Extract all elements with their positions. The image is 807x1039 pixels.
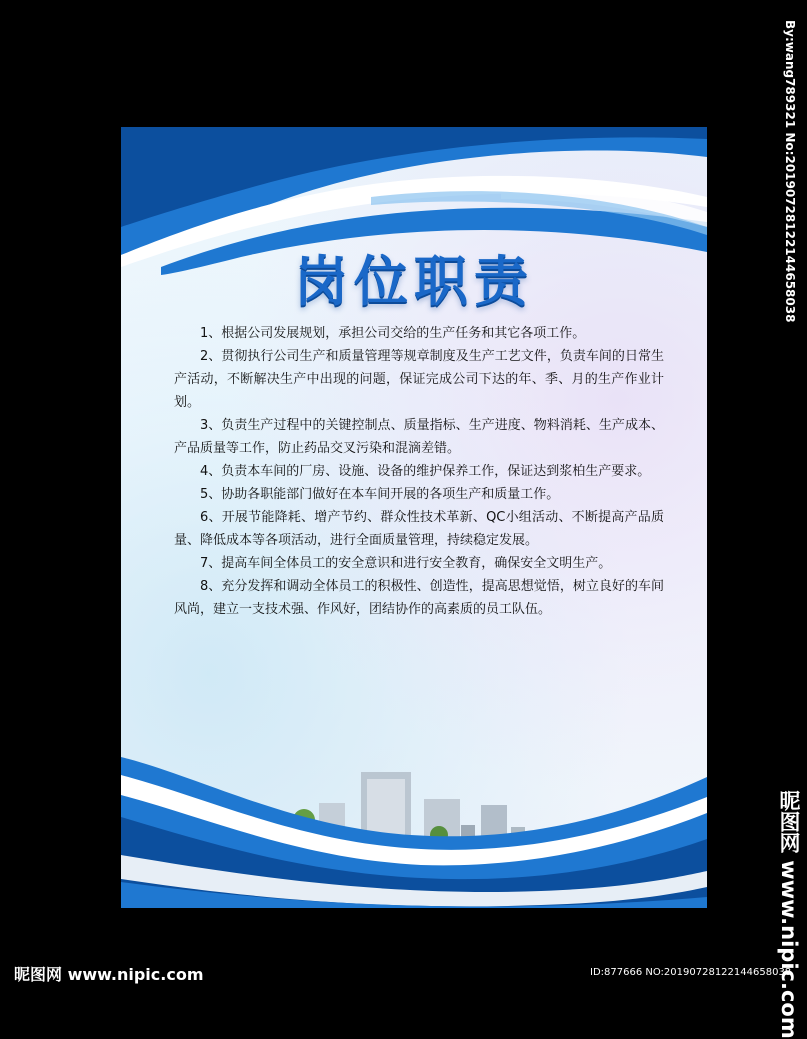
list-item: 4、负责本车间的厂房、设施、设备的维护保养工作，保证达到浆柏生产要求。 (200, 464, 651, 479)
watermark-side-brand: 昵图网 www.nipic.com (777, 790, 801, 1039)
list-item: 1、根据公司发展规划，承担公司交给的生产任务和其它各项工作。 (200, 326, 586, 341)
watermark-bottom-id: ID:877666 NO:20190728122144658038 (590, 967, 792, 978)
list-item: 2、贯彻执行公司生产和质量管理等规章制度及生产工艺文件，负责车间的日常生产活动，不断解决生产中出现的问题，保证完成公司下达的年、季、月的生产作业计划。 (174, 349, 664, 410)
list-item: 6、开展节能降耗、增产节约、群众性技术革新、QC小组活动、不断提高产品质量、降低成本等各项活动，进行全面质量管理，持续稳定发展。 (174, 510, 664, 548)
poster-title: 岗位职责 (294, 250, 534, 313)
list-item: 3、负责生产过程中的关键控制点、质量指标、生产进度、物料消耗、生产成本、产品质量等工作，防止药品交叉污染和混滴差错。 (174, 418, 664, 456)
watermark-side-id: By:wang789321 No:20190728122144658038 (783, 20, 797, 323)
list-item: 8、充分发挥和调动全体员工的积极性、创造性，提高思想觉悟，树立良好的车间风尚，建立一支技术强、作风好，团结协作的高素质的员工队伍。 (174, 579, 664, 617)
duty-list (174, 322, 664, 621)
list-item: 5、协助各职能部门做好在本车间开展的各项生产和质量工作。 (200, 487, 560, 502)
watermark-bottom-brand: 昵图网 www.nipic.com (14, 965, 204, 984)
poster (121, 127, 707, 908)
list-item: 7、提高车间全体员工的安全意识和进行安全教育，确保安全文明生产。 (200, 556, 612, 571)
